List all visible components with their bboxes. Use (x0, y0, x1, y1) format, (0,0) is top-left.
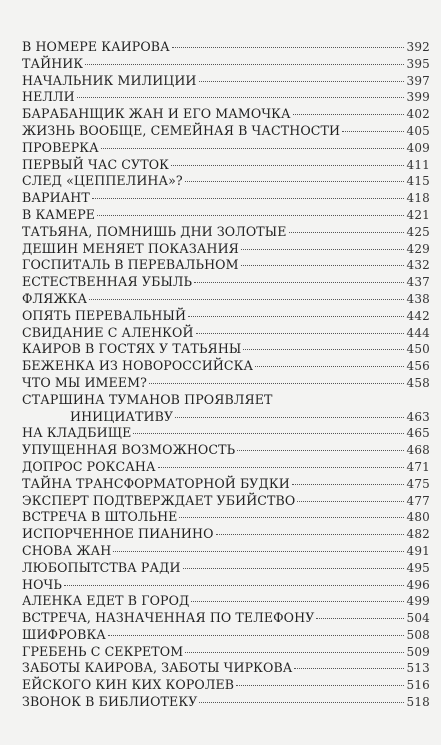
table-of-contents (22, 39, 430, 711)
toc-entry (22, 660, 430, 677)
toc-entry-page-number: 468 (406, 443, 430, 458)
toc-entry-title: В КАМЕРЕ (22, 206, 96, 222)
toc-entry (22, 140, 430, 157)
toc-entry (22, 627, 430, 644)
toc-entry-title: СВИДАНИЕ С АЛЕНКОЙ (22, 324, 194, 340)
toc-entry-title: ВСТРЕЧА В ШТОЛЬНЕ (22, 509, 178, 525)
dot-leader (289, 232, 405, 233)
toc-entry (22, 224, 430, 241)
toc-entry-title: ЕСТЕСТВЕННАЯ УБЫЛЬ (22, 274, 193, 290)
toc-entry-page-number: 402 (406, 107, 430, 122)
toc-entry-title: ВАРИАНТ (22, 190, 90, 206)
dot-leader (292, 484, 405, 485)
toc-entry (22, 190, 430, 207)
toc-entry (22, 207, 430, 224)
toc-entry-title: ТАЙНИК (22, 55, 84, 71)
toc-entry-title: ЛЮБОПЫТСТВА РАДИ (22, 559, 181, 575)
dot-leader (241, 249, 405, 250)
toc-entry-title: НА КЛАДБИЩЕ (22, 425, 132, 441)
toc-entry-title: ИСПОРЧЕННОЕ ПИАНИНО (22, 526, 214, 542)
toc-entry-page-number: 513 (406, 661, 430, 676)
toc-entry-page-number: 392 (406, 40, 430, 54)
dot-leader (175, 417, 404, 418)
toc-entry-page-number: 411 (406, 157, 430, 172)
toc-entry-title: ЗАБОТЫ КАИРОВА, ЗАБОТЫ ЧИРКОВА (22, 660, 293, 676)
toc-entry-title: БЕЖЕНКА ИЗ НОВОРОССИЙСКА (22, 358, 254, 374)
dot-leader (64, 585, 405, 586)
toc-entry-title: СЛЕД «ЦЕППЕЛИНА»? (22, 173, 183, 189)
toc-entry (22, 593, 430, 610)
toc-entry-page-number: 397 (406, 73, 430, 88)
dot-leader (216, 534, 405, 535)
toc-entry-title: НЕЛЛИ (22, 89, 75, 105)
toc-entry-page-number: 442 (406, 308, 430, 323)
dot-leader (171, 165, 404, 166)
toc-entry-page-number: 465 (406, 426, 430, 441)
toc-entry-page-number: 438 (406, 291, 430, 306)
dot-leader (97, 215, 404, 216)
dot-leader (297, 501, 404, 502)
toc-entry-title: ДОПРОС РОКСАНА (22, 458, 156, 474)
dot-leader (237, 450, 404, 451)
toc-entry-title-continuation: ИНИЦИАТИВУ (70, 408, 174, 424)
toc-entry-page-number: 409 (406, 140, 430, 155)
toc-entry (22, 73, 430, 90)
dot-leader (194, 282, 404, 283)
toc-entry-title: ЭКСПЕРТ ПОДТВЕРЖДАЕТ УБИЙСТВО (22, 492, 296, 508)
dot-leader (185, 652, 404, 653)
dot-leader (294, 668, 404, 669)
toc-entry-page-number: 399 (406, 90, 430, 105)
toc-entry (22, 257, 430, 274)
toc-entry (22, 644, 430, 661)
dot-leader (172, 47, 405, 48)
dot-leader (243, 349, 404, 350)
toc-entry (22, 610, 430, 627)
toc-entry-page-number: 477 (406, 493, 430, 508)
toc-entry (22, 560, 430, 577)
toc-entry (22, 509, 430, 526)
toc-entry (22, 425, 430, 442)
dot-leader (316, 618, 404, 619)
dot-leader (133, 433, 404, 434)
dot-leader (199, 81, 405, 82)
toc-entry (22, 39, 430, 56)
toc-entry (22, 123, 430, 140)
toc-entry (22, 308, 430, 325)
toc-entry-title: УПУЩЕННАЯ ВОЗМОЖНОСТЬ (22, 442, 236, 458)
toc-entry (22, 173, 430, 190)
toc-entry-page-number: 415 (406, 174, 430, 189)
toc-entry-title: КАИРОВ В ГОСТЯХ У ТАТЬЯНЫ (22, 341, 242, 357)
dot-leader (113, 551, 404, 552)
toc-entry-page-number: 463 (406, 409, 430, 424)
dot-leader (293, 114, 405, 115)
toc-entry-page-number: 482 (406, 527, 430, 542)
toc-entry-page-number: 429 (406, 241, 430, 256)
toc-entry-title: ЧТО МЫ ИМЕЕМ? (22, 374, 147, 390)
toc-entry-title: ПЕРВЫЙ ЧАС СУТОК (22, 156, 169, 172)
toc-entry-page-number: 475 (406, 476, 430, 491)
toc-entry-title: ТАЙНА ТРАНСФОРМАТОРНОЙ БУДКИ (22, 475, 290, 491)
dot-leader (199, 702, 404, 703)
toc-entry-page-number: 491 (406, 543, 430, 558)
dot-leader (188, 316, 404, 317)
toc-entry-title: В НОМЕРЕ КАИРОВА (22, 39, 170, 54)
dot-leader (241, 265, 405, 266)
toc-entry (22, 157, 430, 174)
toc-entry-page-number: 405 (406, 123, 430, 138)
toc-entry (22, 375, 430, 392)
toc-entry-title: ОПЯТЬ ПЕРЕВАЛЬНЫЙ (22, 307, 187, 323)
toc-entry (22, 341, 430, 358)
toc-entry-title: НОЧЬ (22, 576, 62, 592)
toc-entry-title: ЖИЗНЬ ВООБЩЕ, СЕМЕЙНАЯ В ЧАСТНОСТИ (22, 122, 341, 138)
dot-leader (149, 383, 405, 384)
toc-entry (22, 543, 430, 560)
dot-leader (89, 299, 404, 300)
toc-entry (22, 358, 430, 375)
dot-leader (77, 97, 405, 98)
toc-entry (22, 56, 430, 73)
dot-leader (185, 181, 405, 182)
toc-entry-page-number: 395 (406, 56, 430, 71)
toc-entry-title: ГОСПИТАЛЬ В ПЕРЕВАЛЬНОМ (22, 257, 239, 273)
toc-entry-title: СТАРШИНА ТУМАНОВ ПРОЯВЛЯЕТ (22, 391, 273, 407)
toc-entry-title: ПРОВЕРКА (22, 139, 99, 155)
toc-entry-continuation (22, 409, 430, 426)
toc-entry (22, 526, 430, 543)
toc-entry-page-number: 456 (406, 359, 430, 374)
toc-entry-title: АЛЕНКА ЕДЕТ В ГОРОД (22, 593, 190, 609)
toc-entry (22, 274, 430, 291)
toc-entry (22, 493, 430, 510)
toc-entry (22, 577, 430, 594)
dot-leader (179, 517, 404, 518)
toc-entry-title: ВСТРЕЧА, НАЗНАЧЕННАЯ ПО ТЕЛЕФОНУ (22, 610, 315, 626)
toc-entry-page-number: 496 (406, 577, 430, 592)
dot-leader (342, 131, 404, 132)
toc-entry-page-number: 518 (406, 695, 430, 710)
toc-entry-page-number: 458 (406, 375, 430, 390)
toc-entry (22, 459, 430, 476)
toc-entry (22, 106, 430, 123)
toc-entry-title: ЕЙСКОГО КИН КИХ КОРОЛЕВ (22, 677, 235, 693)
dot-leader (191, 601, 404, 602)
toc-entry-title: ШИФРОВКА (22, 626, 106, 642)
toc-entry-page-number: 418 (406, 191, 430, 206)
dot-leader (85, 64, 404, 65)
toc-entry (22, 476, 430, 493)
toc-entry-title: ЗВОНОК В БИБЛИОТЕКУ (22, 694, 198, 710)
toc-entry-page-number: 421 (406, 207, 430, 222)
toc-entry-page-number: 450 (406, 342, 430, 357)
toc-entry-page-number: 508 (406, 627, 430, 642)
toc-entry-title: БАРАБАНЩИК ЖАН И ЕГО МАМОЧКА (22, 106, 291, 122)
toc-entry-page-number: 425 (406, 224, 430, 239)
dot-leader (196, 333, 405, 334)
toc-entry-page-number: 499 (406, 594, 430, 609)
toc-entry-page-number: 437 (406, 275, 430, 290)
dot-leader (255, 366, 404, 367)
toc-entry-page-number: 432 (406, 258, 430, 273)
dot-leader (92, 198, 405, 199)
toc-entry (22, 442, 430, 459)
toc-entry (22, 325, 430, 342)
toc-entry (22, 392, 430, 409)
toc-entry-title: ГРЕБЕНЬ С СЕКРЕТОМ (22, 643, 184, 659)
dot-leader (158, 467, 405, 468)
toc-entry-page-number: 495 (406, 560, 430, 575)
toc-entry-title: ФЛЯЖКА (22, 290, 88, 306)
toc-entry (22, 89, 430, 106)
toc-entry-page-number: 509 (406, 644, 430, 659)
toc-entry-page-number: 516 (406, 678, 430, 693)
toc-entry-page-number: 471 (406, 459, 430, 474)
dot-leader (108, 635, 405, 636)
dot-leader (101, 148, 405, 149)
toc-entry-title: ТАТЬЯНА, ПОМНИШЬ ДНИ ЗОЛОТЫЕ (22, 223, 287, 239)
toc-entry (22, 677, 430, 694)
toc-entry-page-number: 504 (406, 611, 430, 626)
dot-leader (183, 568, 405, 569)
toc-entry-page-number: 444 (406, 325, 430, 340)
toc-entry-title: НАЧАЛЬНИК МИЛИЦИИ (22, 72, 197, 88)
toc-entry-page-number: 480 (406, 510, 430, 525)
toc-entry (22, 291, 430, 308)
dot-leader (236, 685, 404, 686)
toc-entry-title: ДЕШИН МЕНЯЕТ ПОКАЗАНИЯ (22, 240, 239, 256)
toc-entry (22, 694, 430, 711)
toc-entry (22, 241, 430, 258)
toc-entry-title: СНОВА ЖАН (22, 542, 112, 558)
